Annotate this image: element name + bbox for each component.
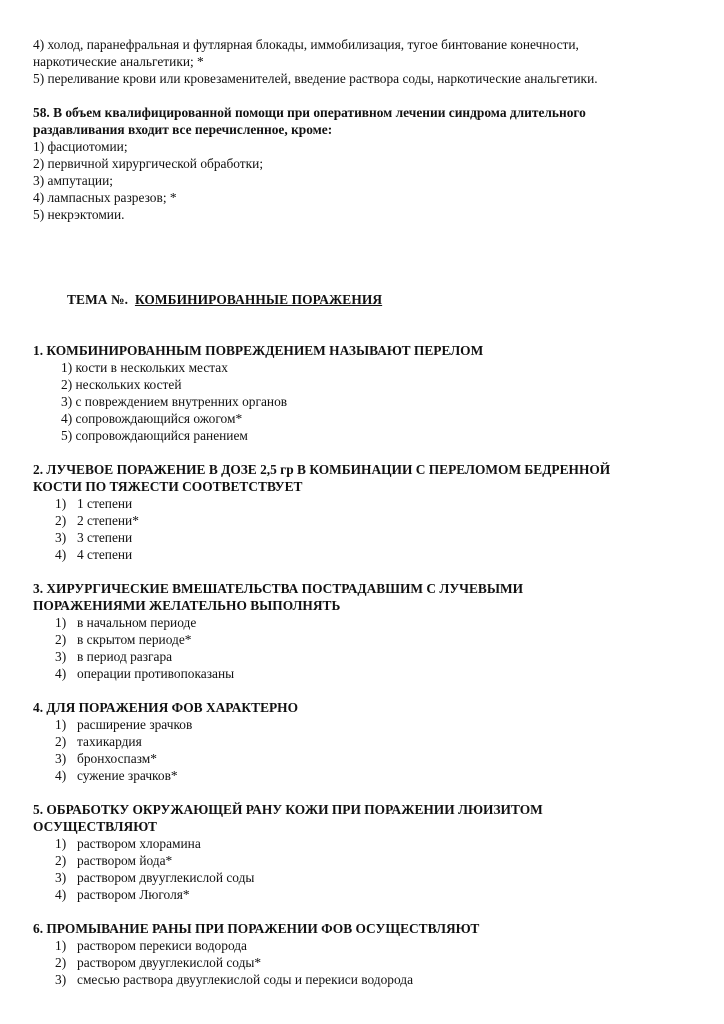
question-title: раздавливания входит все перечисленное, кроме: <box>33 122 333 137</box>
answer-option: 1) кости в нескольких местах <box>61 360 228 375</box>
answer-option: 3) ампутации; <box>33 173 113 188</box>
answer-option <box>33 750 693 767</box>
option-text: 2 степени* <box>77 513 139 528</box>
answer-option <box>33 852 693 869</box>
answer-option <box>33 733 693 750</box>
answer-option: 5) некрэктомии. <box>33 207 125 222</box>
question-2 <box>33 461 693 563</box>
answer-option <box>33 971 693 988</box>
answer-option <box>33 614 693 631</box>
previous-answer-tail <box>33 36 693 87</box>
option-number: 2) <box>55 853 67 868</box>
option-number: 1) <box>55 938 67 953</box>
question-title: 2. ЛУЧЕВОЕ ПОРАЖЕНИЕ В ДОЗЕ 2,5 гр В КОМБИНАЦИИ С ПЕРЕЛОМОМ БЕДРЕННОЙ <box>33 462 611 477</box>
question-5 <box>33 801 693 903</box>
option-number: 2) <box>55 513 67 528</box>
option-number: 2) <box>55 734 67 749</box>
topic-heading <box>67 291 693 308</box>
answer-option: 3) с повреждением внутренних органов <box>61 394 288 409</box>
option-text: раствором двууглекислой соды <box>77 870 255 885</box>
answer-option <box>33 546 693 563</box>
option-text: раствором йода* <box>77 853 173 868</box>
option-text: раствором перекиси водорода <box>77 938 248 953</box>
question-title: 1. КОМБИНИРОВАННЫМ ПОВРЕЖДЕНИЕМ НАЗЫВАЮТ ПЕРЕЛОМ <box>33 343 484 358</box>
option-text: бронхоспазм* <box>77 751 157 766</box>
question-title: 6. ПРОМЫВАНИЕ РАНЫ ПРИ ПОРАЖЕНИИ ФОВ ОСУЩЕСТВЛЯЮТ <box>33 921 480 936</box>
question-3 <box>33 580 693 682</box>
option-text: сужение зрачков* <box>77 768 178 783</box>
answer-option <box>33 886 693 903</box>
question-title: 4. ДЛЯ ПОРАЖЕНИЯ ФОВ ХАРАКТЕРНО <box>33 700 299 715</box>
topic-prefix: ТЕМА №. <box>67 292 129 307</box>
answer-option <box>33 631 693 648</box>
answer-option <box>33 495 693 512</box>
option-text: 3 степени <box>77 530 133 545</box>
text-line: наркотические анальгетики; * <box>33 54 204 69</box>
answer-option: 4) сопровождающийся ожогом* <box>61 411 243 426</box>
answer-option: 2) первичной хирургической обработки; <box>33 156 264 171</box>
option-number: 3) <box>55 530 67 545</box>
text-line: 5) переливание крови или кровезаменителей, введение раствора соды, наркотические анальгетики. <box>33 71 598 86</box>
option-text: смесью раствора двууглекислой соды и перекиси водорода <box>77 972 414 987</box>
answer-option <box>33 512 693 529</box>
answer-option <box>33 665 693 682</box>
answer-option <box>33 716 693 733</box>
question-6 <box>33 920 693 988</box>
topic-title: КОМБИНИРОВАННЫЕ ПОРАЖЕНИЯ <box>134 292 383 307</box>
question-title: 58. В объем квалифицированной помощи при оперативном лечении синдрома длительного <box>33 105 586 120</box>
option-text: 4 степени <box>77 547 133 562</box>
answer-option <box>33 835 693 852</box>
option-number: 3) <box>55 751 67 766</box>
option-text: расширение зрачков <box>77 717 193 732</box>
option-number: 1) <box>55 496 67 511</box>
option-text: в период разгара <box>77 649 173 664</box>
answer-option: 5) сопровождающийся ранением <box>61 428 248 443</box>
answer-option <box>33 937 693 954</box>
option-number: 4) <box>55 887 67 902</box>
option-text: раствором Люголя* <box>77 887 190 902</box>
question-title: ОСУЩЕСТВЛЯЮТ <box>33 819 157 834</box>
option-text: в начальном периоде <box>77 615 197 630</box>
option-number: 2) <box>55 632 67 647</box>
option-text: операции противопоказаны <box>77 666 235 681</box>
answer-option <box>33 648 693 665</box>
option-number: 1) <box>55 836 67 851</box>
option-number: 2) <box>55 955 67 970</box>
option-number: 3) <box>55 649 67 664</box>
option-text: раствором хлорамина <box>77 836 201 851</box>
answer-option <box>33 869 693 886</box>
option-number: 1) <box>55 717 67 732</box>
option-number: 4) <box>55 547 67 562</box>
option-number: 3) <box>55 870 67 885</box>
question-1 <box>33 342 693 444</box>
option-number: 4) <box>55 666 67 681</box>
answer-option: 4) лампасных разрезов; * <box>33 190 177 205</box>
document-page <box>33 36 693 988</box>
text-line: 4) холод, паранефральная и футлярная блокады, иммобилизация, тугое бинтование конечности, <box>33 37 579 52</box>
option-number: 3) <box>55 972 67 987</box>
option-text: 1 степени <box>77 496 133 511</box>
option-number: 4) <box>55 768 67 783</box>
answer-option: 1) фасциотомии; <box>33 139 128 154</box>
option-text: тахикардия <box>77 734 142 749</box>
question-58 <box>33 104 693 223</box>
answer-option <box>33 954 693 971</box>
question-title: КОСТИ ПО ТЯЖЕСТИ СООТВЕТСТВУЕТ <box>33 479 303 494</box>
question-4 <box>33 699 693 784</box>
option-text: раствором двууглекислой соды* <box>77 955 262 970</box>
answer-option <box>33 767 693 784</box>
question-title: ПОРАЖЕНИЯМИ ЖЕЛАТЕЛЬНО ВЫПОЛНЯТЬ <box>33 598 341 613</box>
answer-option: 2) нескольких костей <box>61 377 182 392</box>
option-text: в скрытом периоде* <box>77 632 192 647</box>
answer-option <box>33 529 693 546</box>
question-title: 3. ХИРУРГИЧЕСКИЕ ВМЕШАТЕЛЬСТВА ПОСТРАДАВШИМ С ЛУЧЕВЫМИ <box>33 581 524 596</box>
option-number: 1) <box>55 615 67 630</box>
question-title: 5. ОБРАБОТКУ ОКРУЖАЮЩЕЙ РАНУ КОЖИ ПРИ ПОРАЖЕНИИ ЛЮИЗИТОМ <box>33 802 543 817</box>
